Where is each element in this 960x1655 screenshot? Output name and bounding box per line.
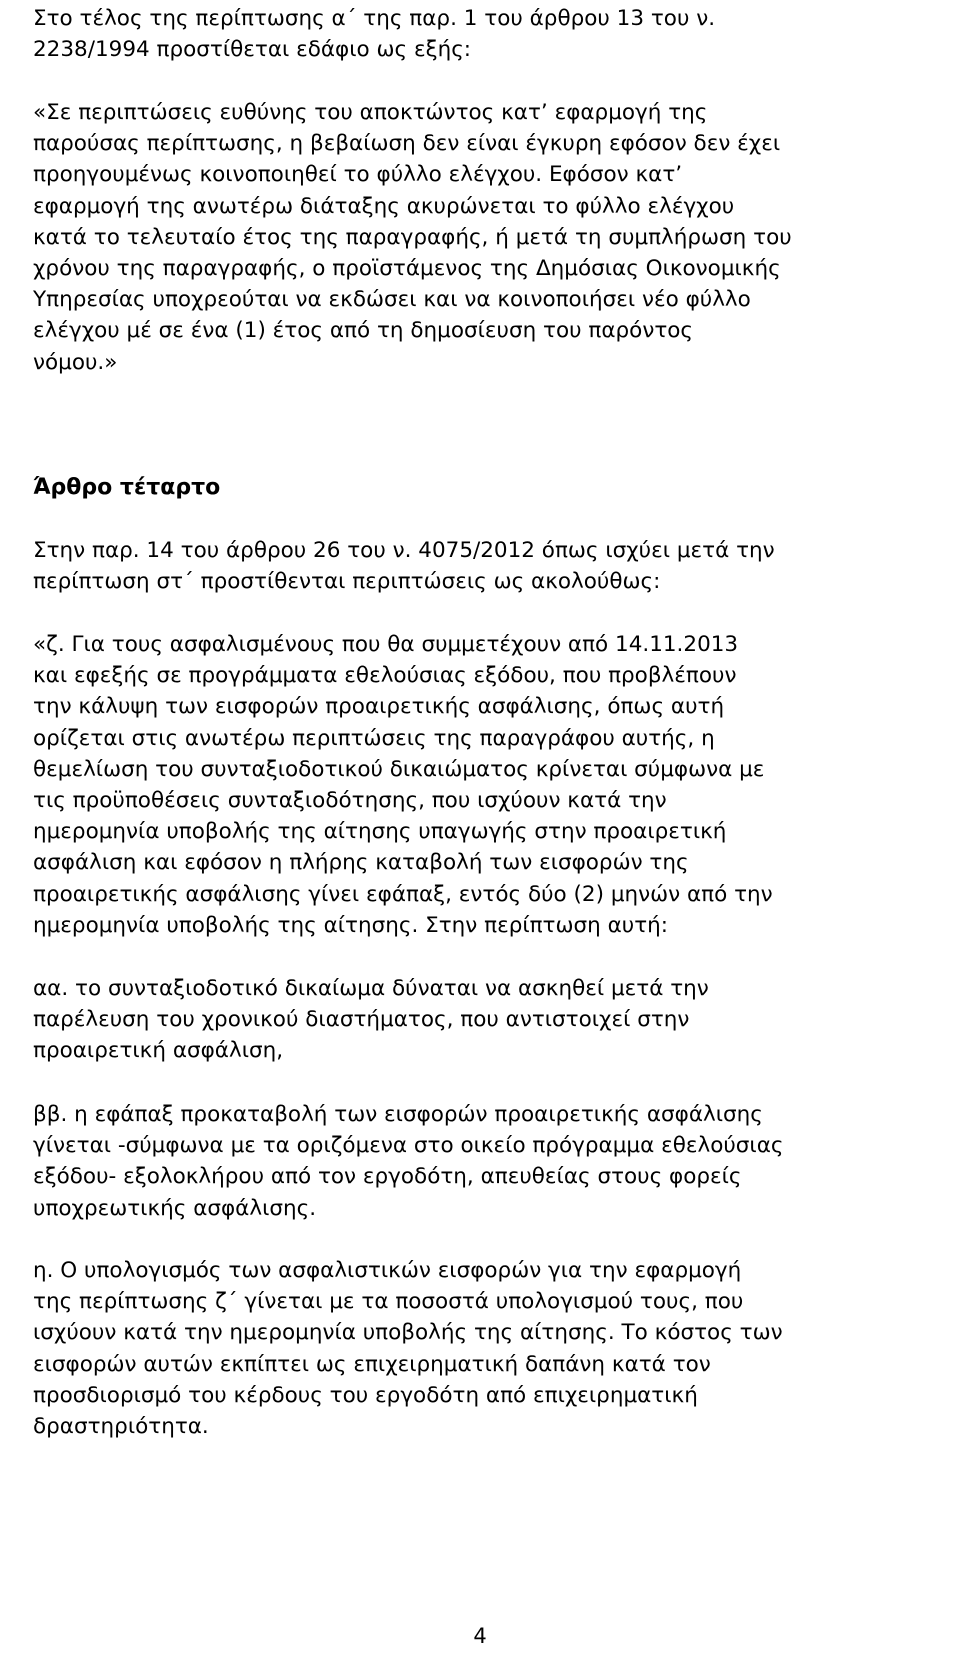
text-line: ισχύουν κατά την ημερομηνία υποβολής της αίτησης. Το κόστος των [33,1320,783,1346]
text-line: θεμελίωση του συνταξιοδοτικού δικαιώματος κρίνεται σύμφωνα με [33,756,765,782]
text-line: προηγουμένως κοινοποιηθεί το φύλλο ελέγχου. Εφόσον κατ’ [33,162,683,188]
paragraph-intro [33,3,715,65]
text-line: την κάλυψη των εισφορών προαιρετικής ασφάλισης, όπως αυτή [33,694,725,720]
text-line: υποχρεωτικής ασφάλισης. [33,1195,317,1221]
text-line: ημερομηνία υποβολής της αίτησης υπαγωγής στην προαιρετική [33,819,727,845]
text-line: ββ. η εφάπαξ προκαταβολή των εισφορών προαιρετικής ασφάλισης [33,1102,763,1127]
text-line: της περίπτωσης ζ΄ γίνεται με τα ποσοστά υπολογισμού τους, που [33,1289,744,1315]
text-line: τις προϋποθέσεις συνταξιοδότησης, που ισχύουν κατά την [33,788,667,814]
page-number: 4 [473,1624,487,1648]
text-line: δραστηριότητα. [33,1414,209,1440]
text-line: κατά το τελευταίο έτος της παραγραφής, ή μετά τη συμπλήρωση του [33,224,792,250]
text-line: «ζ. Για τους ασφαλισμένους που θα συμμετέχουν από 14.11.2013 [33,632,739,657]
text-line: παρέλευση του χρονικού διαστήματος, που αντιστοιχεί στην [33,1007,690,1033]
text-line: προσδιορισμό του κέρδους του εργοδότη από επιχειρηματική [33,1382,698,1408]
text-line: Στο τέλος της περίπτωσης α΄ της παρ. 1 του άρθρου 13 του ν. [33,6,716,31]
paragraph-case-aa [33,973,709,1067]
paragraph-case-z [33,629,773,941]
text-line: εισφορών αυτών εκπίπτει ως επιχειρηματική δαπάνη κατά τον [33,1351,711,1377]
text-line: Στην παρ. 14 του άρθρου 26 του ν. 4075/2012 όπως ισχύει μετά την [33,538,775,563]
text-line: και εφεξής σε προγράμματα εθελούσιας εξόδου, που προβλέπουν [33,663,737,689]
text-line: γίνεται -σύμφωνα με τα οριζόμενα στο οικείο πρόγραμμα εθελούσιας [33,1133,784,1159]
text-line: ορίζεται στις ανωτέρω περιπτώσεις της παραγράφου αυτής, η [33,725,715,751]
text-line: προαιρετική ασφάλιση, [33,1038,284,1064]
text-line: εφαρμογή της ανωτέρω διάταξης ακυρώνεται το φύλλο ελέγχου [33,193,735,219]
text-line: «Σε περιπτώσεις ευθύνης του αποκτώντος κατ’ εφαρμογή της [33,100,708,125]
text-line: ασφάλιση και εφόσον η πλήρης καταβολή των εισφορών της [33,850,689,876]
text-line: η. Ο υπολογισμός των ασφαλιστικών εισφορών για την εφαρμογή [33,1258,742,1283]
paragraph-case-bb [33,1099,784,1224]
paragraph-article [33,535,775,597]
text-line: εξόδου- εξολοκλήρου από τον εργοδότη, απευθείας στους φορείς [33,1164,742,1190]
text-line: ελέγχου μέ σε ένα (1) έτος από τη δημοσίευση του παρόντος [33,318,694,344]
text-line: προαιρετικής ασφάλισης γίνει εφάπαξ, εντός δύο (2) μηνών από την [33,881,773,907]
paragraph-case-h [33,1255,783,1442]
text-line: παρούσας περίπτωσης, η βεβαίωση δεν είναι έγκυρη εφόσον δεν έχει [33,131,781,157]
paragraph-quote [33,97,792,378]
text-line: 2238/1994 προστίθεται εδάφιο ως εξής: [33,37,472,63]
text-line: νόμου.» [33,349,118,375]
text-line: αα. το συνταξιοδοτικό δικαίωμα δύναται να ασκηθεί μετά την [33,976,709,1001]
article-heading: Άρθρο τέταρτο [33,475,221,500]
text-line: ημερομηνία υποβολής της αίτησης. Στην περίπτωση αυτή: [33,912,669,938]
text-line: χρόνου της παραγραφής, ο προϊστάμενος της Δημόσιας Οικονομικής [33,256,781,282]
text-line: Υπηρεσίας υποχρεούται να εκδώσει και να κοινοποιήσει νέο φύλλο [33,287,751,313]
text-line: περίπτωση στ΄ προστίθενται περιπτώσεις ως ακολούθως: [33,569,661,595]
